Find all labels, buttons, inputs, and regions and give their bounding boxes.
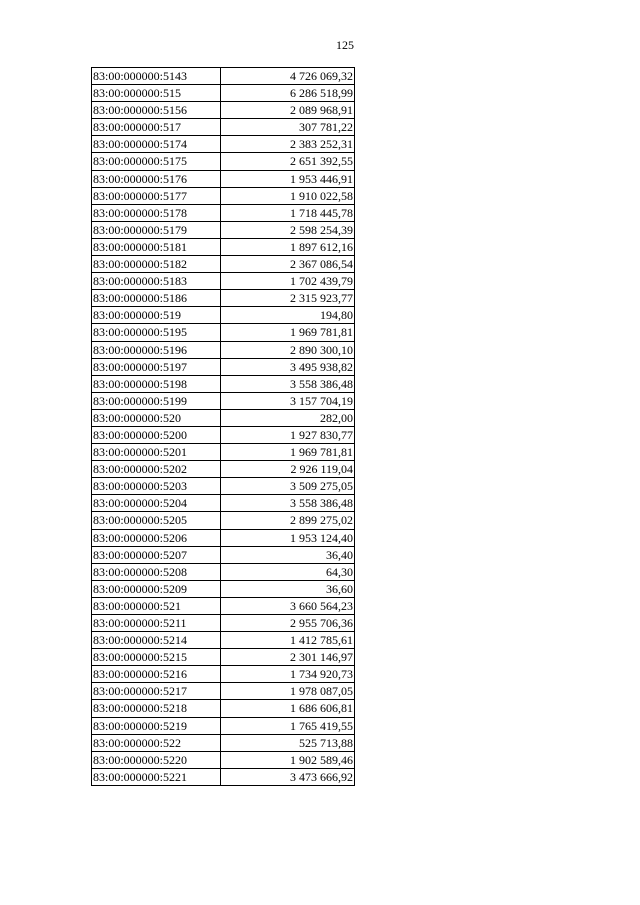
table-row xyxy=(92,563,355,580)
table-row xyxy=(92,221,355,238)
cadastral-number-cell: 83:00:000000:5183 xyxy=(92,273,221,290)
cadastral-number-cell: 83:00:000000:5205 xyxy=(92,512,221,529)
cadastral-value-cell: 307 781,22 xyxy=(221,119,355,136)
cadastral-number-cell: 83:00:000000:5182 xyxy=(92,256,221,273)
cadastral-value-cell: 3 495 938,82 xyxy=(221,358,355,375)
cadastral-number-cell: 83:00:000000:5197 xyxy=(92,358,221,375)
cadastral-number-cell: 83:00:000000:5208 xyxy=(92,563,221,580)
cadastral-number-cell: 83:00:000000:5200 xyxy=(92,426,221,443)
cadastral-number-cell: 83:00:000000:5204 xyxy=(92,495,221,512)
cadastral-number-cell: 83:00:000000:5202 xyxy=(92,461,221,478)
cadastral-number-cell: 83:00:000000:5220 xyxy=(92,751,221,768)
cadastral-value-cell: 194,80 xyxy=(221,307,355,324)
cadastral-number-cell: 83:00:000000:5174 xyxy=(92,136,221,153)
cadastral-value-cell: 1 910 022,58 xyxy=(221,187,355,204)
cadastral-value-cell: 36,60 xyxy=(221,580,355,597)
cadastral-value-cell: 1 412 785,61 xyxy=(221,632,355,649)
cadastral-number-cell: 83:00:000000:5181 xyxy=(92,238,221,255)
cadastral-value-cell: 2 383 252,31 xyxy=(221,136,355,153)
table-row xyxy=(92,85,355,102)
cadastral-number-cell: 83:00:000000:515 xyxy=(92,85,221,102)
table-row xyxy=(92,392,355,409)
table-row xyxy=(92,717,355,734)
cadastral-number-cell: 83:00:000000:5214 xyxy=(92,632,221,649)
table-row xyxy=(92,290,355,307)
cadastral-value-cell: 2 598 254,39 xyxy=(221,221,355,238)
table-row xyxy=(92,597,355,614)
cadastral-value-cell: 1 897 612,16 xyxy=(221,238,355,255)
cadastral-number-cell: 83:00:000000:5221 xyxy=(92,768,221,785)
table-row xyxy=(92,324,355,341)
cadastral-value-cell: 525 713,88 xyxy=(221,734,355,751)
cadastral-value-cell: 2 899 275,02 xyxy=(221,512,355,529)
cadastral-number-cell: 83:00:000000:5211 xyxy=(92,615,221,632)
table-row xyxy=(92,409,355,426)
cadastral-value-cell: 2 890 300,10 xyxy=(221,341,355,358)
cadastral-value-cell: 4 726 069,32 xyxy=(221,68,355,85)
cadastral-number-cell: 83:00:000000:5203 xyxy=(92,478,221,495)
cadastral-value-cell: 2 651 392,55 xyxy=(221,153,355,170)
cadastral-number-cell: 83:00:000000:5217 xyxy=(92,683,221,700)
table-row xyxy=(92,529,355,546)
table-row xyxy=(92,461,355,478)
table-row xyxy=(92,187,355,204)
cadastral-number-cell: 83:00:000000:5177 xyxy=(92,187,221,204)
cadastral-number-cell: 83:00:000000:5215 xyxy=(92,649,221,666)
table-row xyxy=(92,153,355,170)
table-row xyxy=(92,649,355,666)
cadastral-value-cell: 1 734 920,73 xyxy=(221,666,355,683)
cadastral-number-cell: 83:00:000000:5218 xyxy=(92,700,221,717)
table-row xyxy=(92,768,355,785)
cadastral-number-cell: 83:00:000000:520 xyxy=(92,409,221,426)
cadastral-value-cell: 282,00 xyxy=(221,409,355,426)
cadastral-value-cell: 3 473 666,92 xyxy=(221,768,355,785)
table-row xyxy=(92,68,355,85)
table-row xyxy=(92,426,355,443)
cadastral-number-cell: 83:00:000000:5209 xyxy=(92,580,221,597)
cadastral-number-cell: 83:00:000000:5216 xyxy=(92,666,221,683)
cadastral-value-table xyxy=(91,67,355,786)
table-row xyxy=(92,204,355,221)
table-row xyxy=(92,615,355,632)
cadastral-value-cell: 36,40 xyxy=(221,546,355,563)
cadastral-value-cell: 1 953 124,40 xyxy=(221,529,355,546)
cadastral-number-cell: 83:00:000000:522 xyxy=(92,734,221,751)
table-row xyxy=(92,256,355,273)
cadastral-number-cell: 83:00:000000:5199 xyxy=(92,392,221,409)
table-row xyxy=(92,478,355,495)
cadastral-value-cell: 2 315 923,77 xyxy=(221,290,355,307)
cadastral-number-cell: 83:00:000000:519 xyxy=(92,307,221,324)
cadastral-value-cell: 1 765 419,55 xyxy=(221,717,355,734)
table-row xyxy=(92,700,355,717)
page-number: 125 xyxy=(336,38,354,52)
cadastral-value-cell: 64,30 xyxy=(221,563,355,580)
cadastral-number-cell: 83:00:000000:5143 xyxy=(92,68,221,85)
cadastral-value-cell: 1 978 087,05 xyxy=(221,683,355,700)
cadastral-number-cell: 83:00:000000:5175 xyxy=(92,153,221,170)
cadastral-number-cell: 83:00:000000:5179 xyxy=(92,221,221,238)
table-row xyxy=(92,170,355,187)
cadastral-value-cell: 1 969 781,81 xyxy=(221,324,355,341)
cadastral-value-cell: 1 927 830,77 xyxy=(221,426,355,443)
cadastral-value-cell: 3 558 386,48 xyxy=(221,375,355,392)
table-row xyxy=(92,683,355,700)
table-row xyxy=(92,444,355,461)
cadastral-number-cell: 83:00:000000:5196 xyxy=(92,341,221,358)
cadastral-value-cell: 1 969 781,81 xyxy=(221,444,355,461)
cadastral-value-cell: 3 157 704,19 xyxy=(221,392,355,409)
table-row xyxy=(92,632,355,649)
table-row xyxy=(92,546,355,563)
cadastral-number-cell: 83:00:000000:5219 xyxy=(92,717,221,734)
cadastral-number-cell: 83:00:000000:5198 xyxy=(92,375,221,392)
cadastral-number-cell: 83:00:000000:5195 xyxy=(92,324,221,341)
table-row xyxy=(92,341,355,358)
cadastral-value-cell: 2 926 119,04 xyxy=(221,461,355,478)
table-body xyxy=(92,68,355,786)
cadastral-value-cell: 1 902 589,46 xyxy=(221,751,355,768)
table-row xyxy=(92,495,355,512)
cadastral-value-cell: 3 660 564,23 xyxy=(221,597,355,614)
cadastral-number-cell: 83:00:000000:5206 xyxy=(92,529,221,546)
cadastral-value-cell: 3 509 275,05 xyxy=(221,478,355,495)
cadastral-number-cell: 83:00:000000:521 xyxy=(92,597,221,614)
table-row xyxy=(92,358,355,375)
table-row xyxy=(92,512,355,529)
table-row xyxy=(92,666,355,683)
cadastral-value-cell: 3 558 386,48 xyxy=(221,495,355,512)
table-row xyxy=(92,751,355,768)
cadastral-value-cell: 2 089 968,91 xyxy=(221,102,355,119)
table-row xyxy=(92,580,355,597)
cadastral-value-cell: 1 686 606,81 xyxy=(221,700,355,717)
cadastral-value-cell: 6 286 518,99 xyxy=(221,85,355,102)
cadastral-number-cell: 83:00:000000:5178 xyxy=(92,204,221,221)
cadastral-value-cell: 1 953 446,91 xyxy=(221,170,355,187)
table-row xyxy=(92,307,355,324)
table-row xyxy=(92,102,355,119)
cadastral-number-cell: 83:00:000000:5156 xyxy=(92,102,221,119)
cadastral-value-cell: 1 702 439,79 xyxy=(221,273,355,290)
table-row xyxy=(92,119,355,136)
table-row xyxy=(92,734,355,751)
cadastral-value-cell: 2 955 706,36 xyxy=(221,615,355,632)
cadastral-number-cell: 83:00:000000:5186 xyxy=(92,290,221,307)
table-row xyxy=(92,238,355,255)
cadastral-number-cell: 83:00:000000:5176 xyxy=(92,170,221,187)
table-row xyxy=(92,375,355,392)
table-row xyxy=(92,136,355,153)
cadastral-value-cell: 2 301 146,97 xyxy=(221,649,355,666)
cadastral-number-cell: 83:00:000000:517 xyxy=(92,119,221,136)
cadastral-number-cell: 83:00:000000:5201 xyxy=(92,444,221,461)
table-row xyxy=(92,273,355,290)
cadastral-number-cell: 83:00:000000:5207 xyxy=(92,546,221,563)
cadastral-value-cell: 2 367 086,54 xyxy=(221,256,355,273)
cadastral-value-cell: 1 718 445,78 xyxy=(221,204,355,221)
